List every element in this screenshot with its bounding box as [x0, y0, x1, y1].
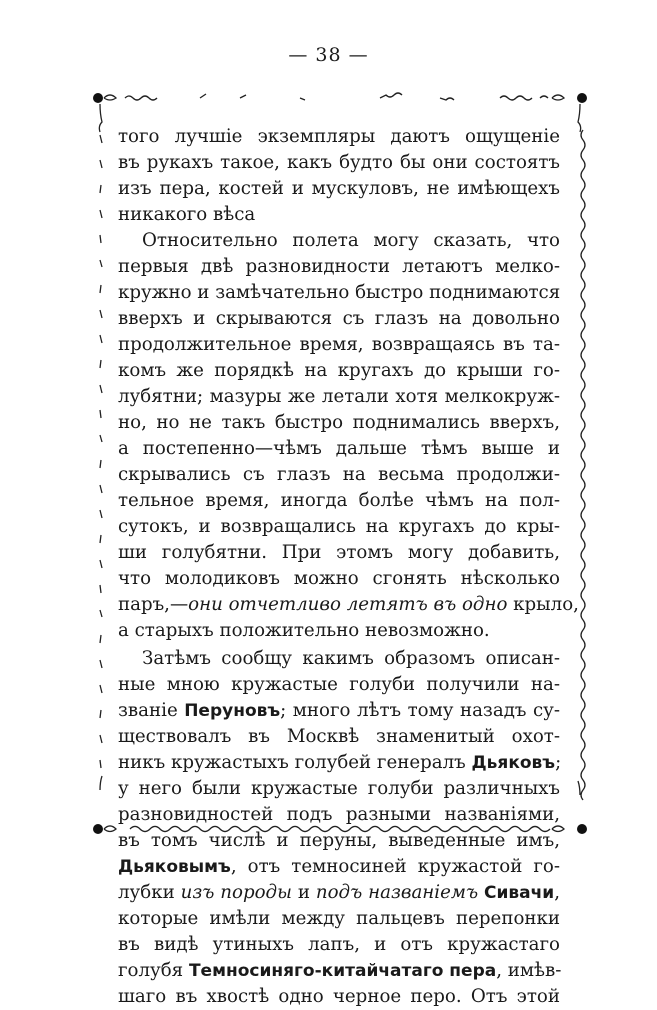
text-line: сутокъ, и возвращались на кругахъ до кры- — [118, 516, 560, 537]
page-number: — 38 — — [288, 44, 369, 66]
text-run: , отъ темносиней кружастой го- — [230, 856, 560, 877]
bold-run: Дьяковымъ — [118, 857, 231, 877]
text-run: , имѣв- — [496, 960, 562, 981]
text-line: разновидностей подъ разными названіями, — [118, 804, 560, 825]
bold-run: Сивачи — [484, 883, 555, 903]
text-line: у него были кружастые голуби различныхъ — [118, 778, 560, 799]
text-line — [118, 750, 560, 776]
text-run: ; — [555, 752, 562, 773]
bold-run: Перуновъ — [184, 701, 281, 721]
text-line — [118, 958, 560, 984]
text-line — [118, 592, 579, 618]
text-line: первыя двѣ разновидности летаютъ мелко- — [118, 256, 560, 277]
text-line: а постепенно—чѣмъ дальше тѣмъ выше и — [118, 438, 560, 459]
bold-run: Темносиняго-китайчатаго пера — [188, 961, 497, 981]
text-line: а старыхъ положительно невозможно. — [118, 620, 490, 641]
text-line: Относительно полета могу сказать, что — [142, 230, 560, 251]
text-line: въ видѣ утиныхъ лапъ, и отъ кружастаго — [118, 934, 560, 955]
text-line: шаго въ хвостѣ одно черное перо. Отъ этой — [118, 986, 560, 1007]
text-run: званіе — [118, 700, 185, 721]
text-run: паръ,— — [118, 594, 189, 615]
text-line: въ рукахъ такое, какъ будто бы они состоятъ — [118, 152, 560, 173]
text-line: ши голубятни. При этомъ могу добавить, — [118, 542, 560, 563]
text-run: никъ кружастыхъ голубей генералъ — [118, 752, 472, 773]
frame-left-border — [100, 135, 102, 768]
text-line: но, но не такъ быстро поднимались вверхъ, — [118, 412, 560, 433]
text-line: Затѣмъ сообщу какимъ образомъ описан- — [142, 648, 560, 669]
frame-right-border — [581, 130, 585, 800]
text-line — [118, 880, 560, 906]
text-line: кружно и замѣчательно быстро поднимаются — [118, 282, 561, 303]
corner-bottom-left-flourish — [100, 776, 116, 832]
italic-run: они отчетливо летятъ въ одно — [188, 594, 508, 615]
text-line: продолжительное время, возвращаясь въ та- — [118, 334, 560, 355]
frame-top-border — [125, 93, 548, 100]
text-line: что молодиковъ можно сгонять нѣсколько — [118, 568, 560, 589]
text-line: вверхъ и скрываются съ глазъ на довольно — [118, 308, 560, 329]
text-line: комъ же порядкѣ на кругахъ до крыши го- — [118, 360, 560, 381]
text-line: которые имѣли между пальцевъ перепонки — [118, 908, 560, 929]
text-run: крыло, — [507, 594, 579, 615]
text-run: и — [291, 882, 316, 903]
text-line: никакого вѣса — [118, 204, 256, 225]
corner-top-right-dot — [577, 93, 587, 103]
text-run: лубки — [118, 882, 181, 903]
text-line: ные мною кружастые голуби получили на- — [118, 674, 560, 695]
text-run: голубя — [118, 960, 189, 981]
text-run: , — [554, 882, 560, 903]
text-line: того лучшіе экземпляры даютъ ощущеніе — [118, 126, 560, 147]
text-line: лубятни; мазуры же летали хотя мелкокруж- — [118, 386, 560, 407]
text-line: ществовалъ въ Москвѣ знаменитый охот- — [118, 726, 560, 747]
corner-bottom-left-dot — [93, 824, 103, 834]
corner-top-left-dot — [93, 93, 103, 103]
text-line: скрывались съ глазъ на весьма продолжи- — [118, 464, 560, 485]
bold-run: Дьяковъ — [471, 753, 556, 773]
text-line: тельное время, иногда болѣе чѣмъ на пол- — [118, 490, 560, 511]
italic-run: изъ породы — [180, 882, 292, 903]
body-text — [118, 124, 579, 1010]
text-line: въ томъ числѣ и перуны, выведенные имъ, — [118, 830, 560, 851]
text-line — [118, 854, 560, 880]
italic-run: подъ названіемъ — [315, 882, 479, 903]
text-run: ; много лѣтъ тому назадъ су- — [280, 700, 560, 721]
text-line: изъ пера, костей и мускуловъ, не имѣющехъ — [118, 178, 560, 199]
corner-bottom-right-dot — [577, 824, 587, 834]
text-line — [118, 698, 560, 724]
